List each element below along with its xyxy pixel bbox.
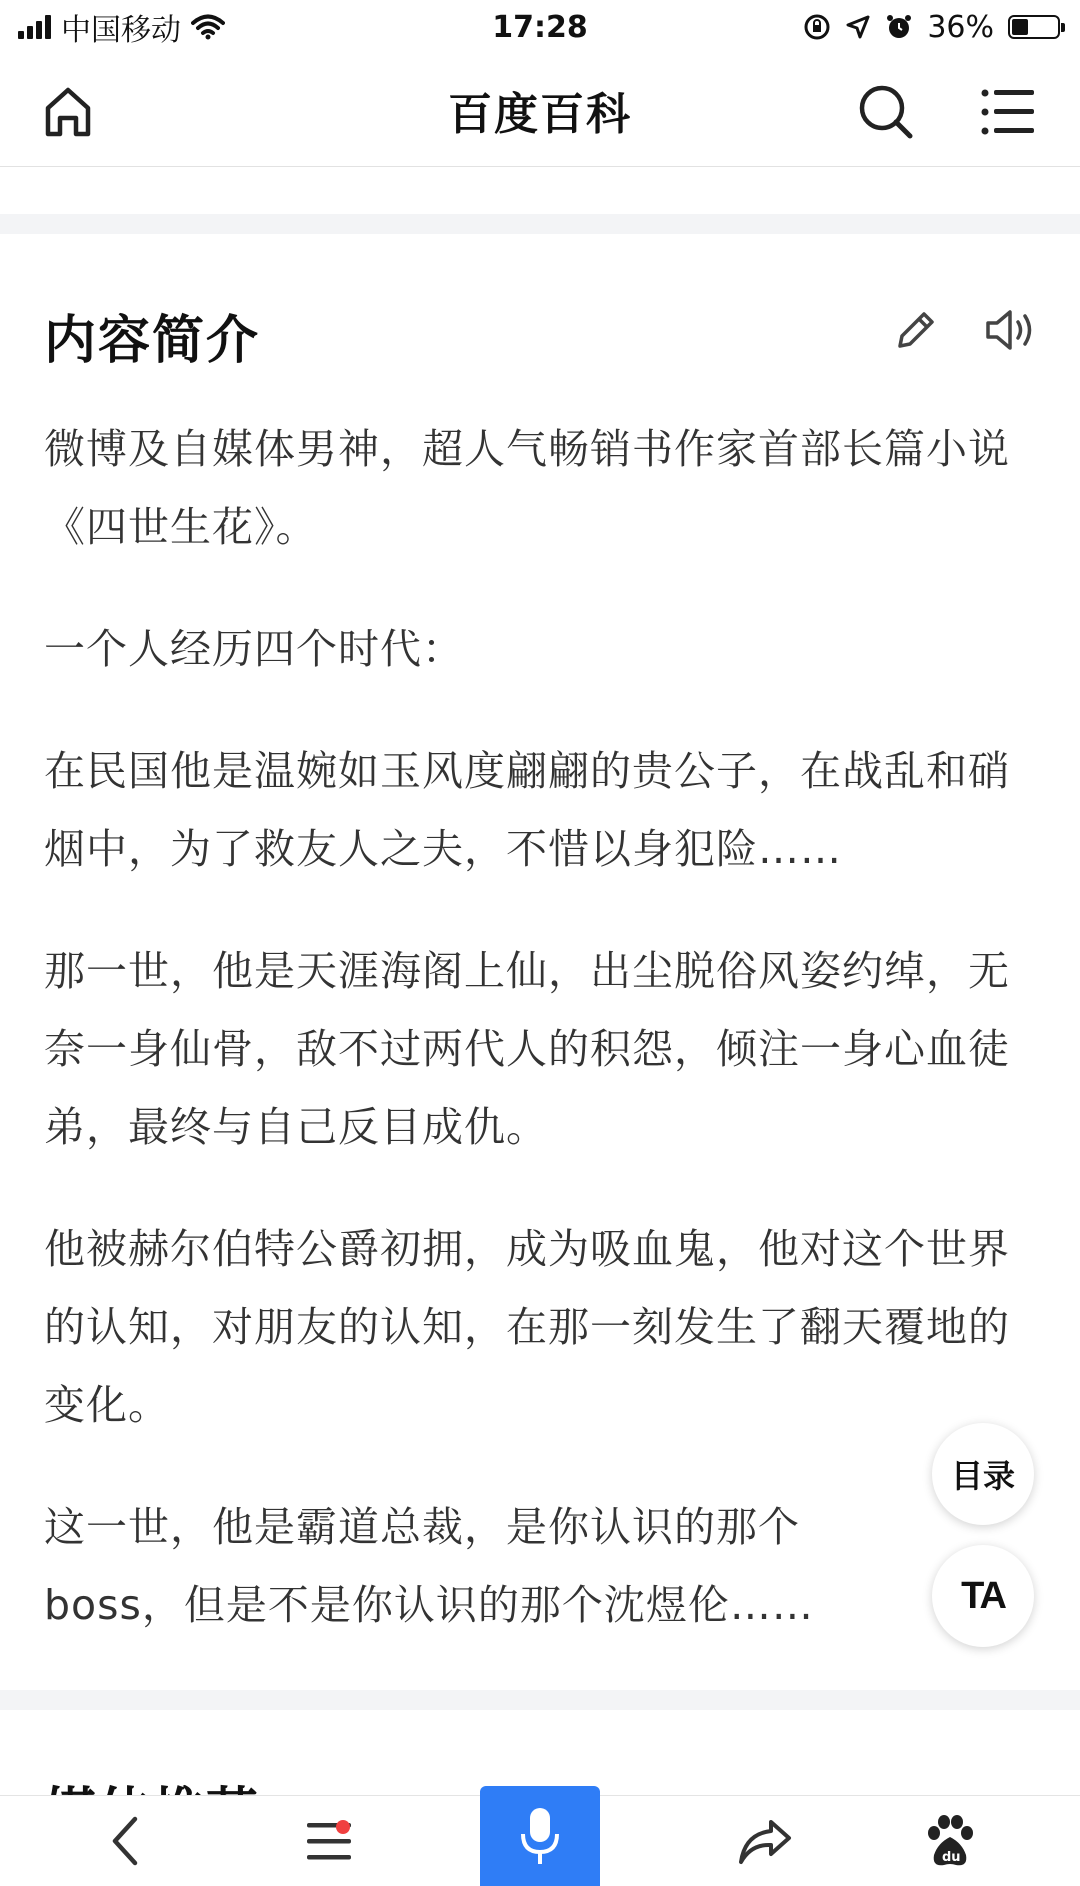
chevron-left-icon (105, 1813, 145, 1869)
section-title: 内容简介 (44, 311, 261, 371)
baidu-button[interactable] (910, 1796, 990, 1886)
search-icon (856, 82, 914, 140)
pencil-icon (892, 306, 940, 354)
share-button[interactable] (725, 1796, 805, 1886)
speaker-button[interactable] (982, 302, 1042, 358)
voice-button[interactable] (480, 1786, 600, 1886)
ta-button[interactable]: TA (932, 1545, 1034, 1647)
content-paragraph: 那一世，他是天涯海阁上仙，出尘脱俗风姿约绰，无奈一身仙骨，敌不过两代人的积怨，倾注一身心血徒弟，最终与自己反目成仇。 (44, 947, 1010, 1151)
speaker-icon (984, 306, 1040, 354)
app-header (0, 54, 1080, 167)
battery-percent: 36% (927, 9, 994, 45)
battery-fill (1012, 19, 1028, 35)
toc-button[interactable]: 目录 (932, 1423, 1034, 1525)
content-paragraph: 在民国他是温婉如玉风度翩翩的贵公子，在战乱和硝烟中，为了救友人之夫，不惜以身犯险…… (44, 747, 1010, 873)
menu-icon (980, 87, 1036, 137)
content-paragraph: 一个人经历四个时代： (44, 625, 464, 673)
back-button[interactable] (90, 1796, 160, 1886)
notification-dot (336, 1820, 350, 1834)
section-content (44, 410, 1038, 1688)
page-title: 百度百科 (448, 89, 632, 140)
carrier-label: 中国移动 (61, 13, 181, 48)
section-divider (0, 214, 1080, 234)
status-bar (0, 0, 1080, 54)
clock: 17:28 (492, 9, 588, 45)
svg-text:du: du (942, 1850, 961, 1865)
edit-button[interactable] (888, 302, 944, 358)
bottom-toolbar (0, 1795, 1080, 1886)
battery-icon (1008, 15, 1060, 39)
content-paragraph: 微博及自媒体男神，超人气畅销书作家首部长篇小说《四世生花》。 (44, 425, 1010, 551)
list-button[interactable] (290, 1796, 370, 1886)
content-paragraph: 这一世，他是霸道总裁，是你认识的那个boss，但是不是你认识的那个沈煜伦…… (44, 1503, 814, 1629)
section-divider (0, 1690, 1080, 1710)
menu-button[interactable] (976, 80, 1040, 144)
content-paragraph: 他被赫尔伯特公爵初拥，成为吸血鬼，他对这个世界的认知，对朋友的认知，在那一刻发生了翻天覆地的变化。 (44, 1225, 1010, 1429)
microphone-icon (518, 1804, 562, 1868)
baidu-paw-icon (924, 1813, 976, 1869)
search-button[interactable] (852, 78, 918, 144)
share-icon (737, 1816, 793, 1866)
